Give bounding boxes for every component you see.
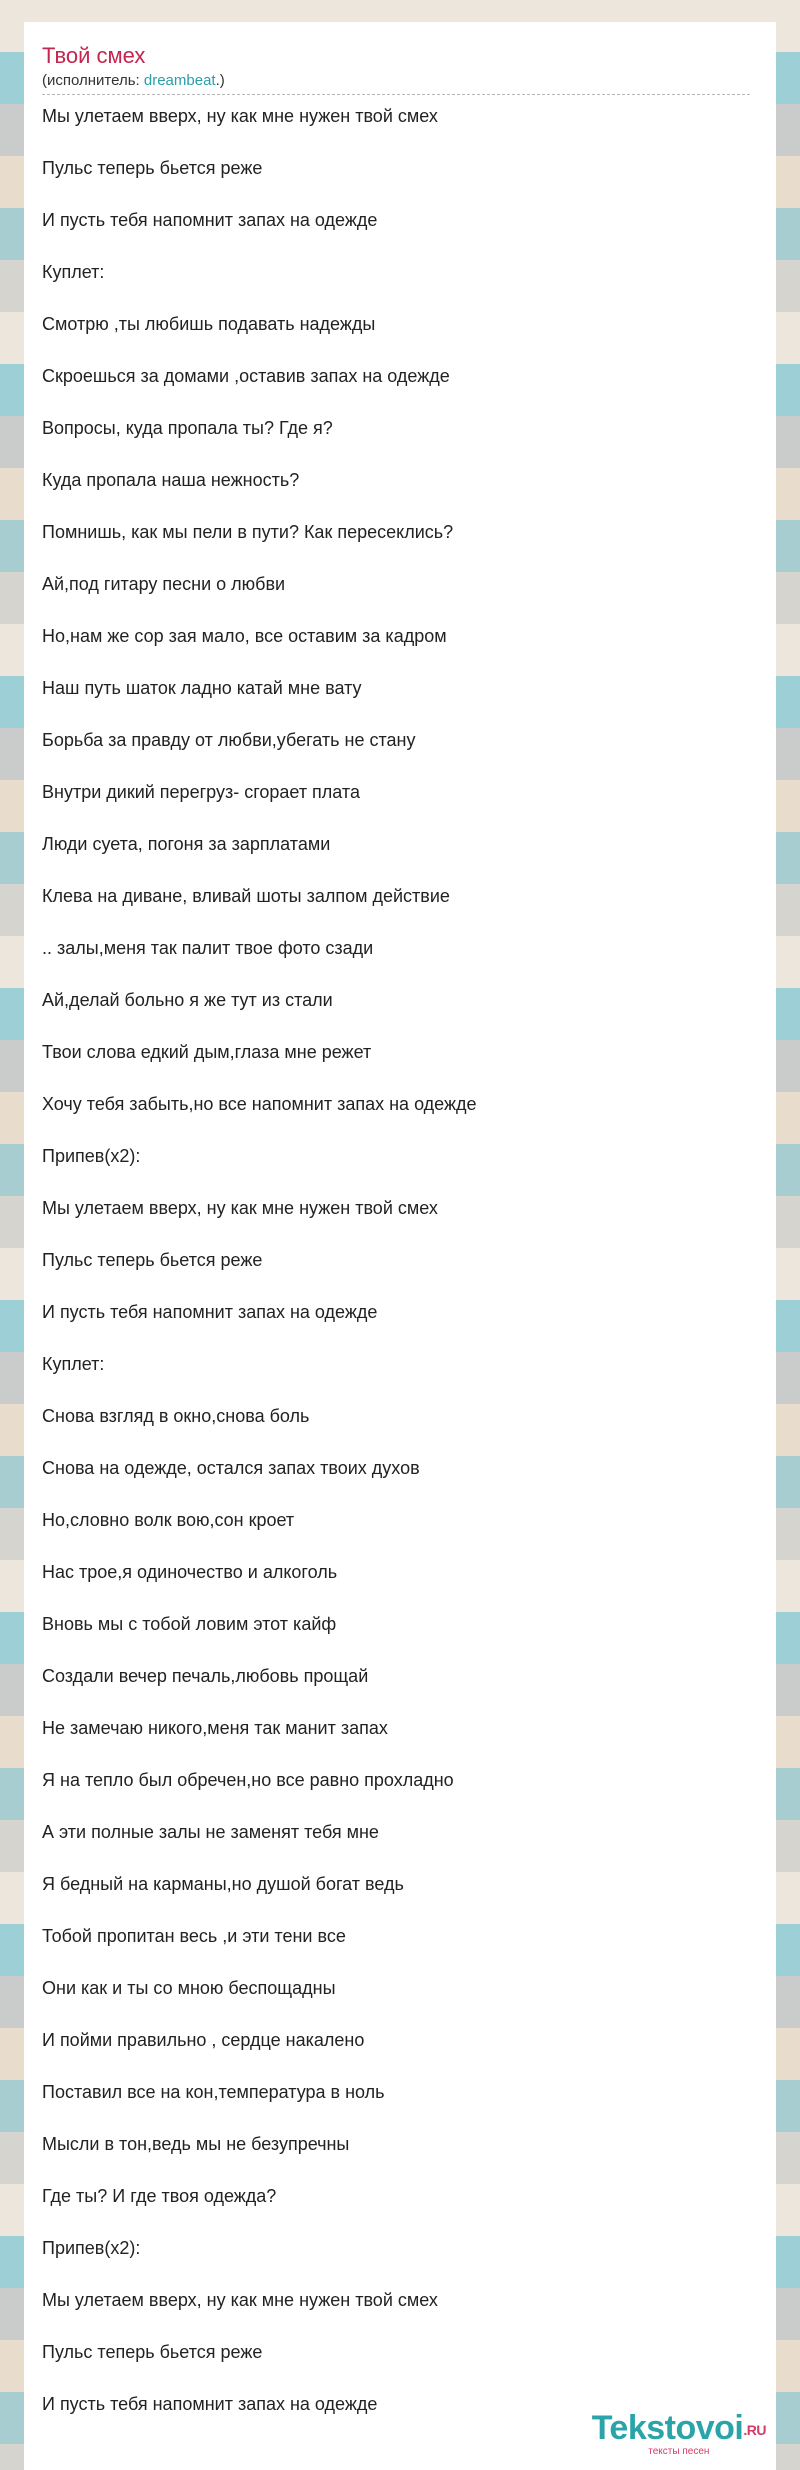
lyric-line: Пульс теперь бьется реже — [42, 2342, 263, 2362]
lyric-line: .. залы,меня так палит твое фото сзади — [42, 938, 374, 958]
logo-wordmark — [591, 2408, 766, 2447]
lyrics-page — [24, 22, 776, 2470]
lyric-line: И пусть тебя напомнит запах на одежде — [42, 210, 378, 230]
lyric-line: Куплет: — [42, 1354, 105, 1374]
lyric-line: И пойми правильно , сердце накалено — [42, 2030, 365, 2050]
lyric-line: Но,словно волк вою,сон кроет — [42, 1510, 295, 1530]
lyric-line: Мы улетаем вверх, ну как мне нужен твой смех — [42, 106, 438, 126]
lyric-line: Куплет: — [42, 262, 105, 282]
lyric-line: Борьба за правду от любви,убегать не стану — [42, 730, 416, 750]
lyric-line: Твои слова едкий дым,глаза мне режет — [42, 1042, 372, 1062]
lyric-line: Не замечаю никого,меня так манит запах — [42, 1718, 388, 1738]
site-logo[interactable] — [591, 2408, 766, 2458]
lyric-line: Скроешься за домами ,оставив запах на одежде — [42, 366, 450, 386]
lyric-line: Снова взгляд в окно,снова боль — [42, 1406, 310, 1426]
lyric-line: Люди суета, погоня за зарплатами — [42, 834, 331, 854]
logo-tagline: тексты песен — [648, 2446, 710, 2457]
lyric-line: Вновь мы с тобой ловим этот кайф — [42, 1614, 337, 1634]
lyric-line: Но,нам же сор зая мало, все оставим за кадром — [42, 626, 447, 646]
lyric-line: Смотрю ,ты любишь подавать надежды — [42, 314, 376, 334]
lyric-line: И пусть тебя напомнит запах на одежде — [42, 2394, 378, 2414]
lyric-line: Я на тепло был обречен,но все равно прохладно — [42, 1770, 454, 1790]
artist-line — [42, 72, 750, 95]
lyric-line: Хочу тебя забыть,но все напомнит запах на одежде — [42, 1094, 477, 1114]
lyric-line: Наш путь шаток ладно катай мне вату — [42, 678, 362, 698]
artist-link[interactable]: dreambeat — [143, 72, 216, 89]
lyric-line: Помнишь, как мы пели в пути? Как пересеклись? — [42, 522, 454, 542]
logo-suffix: .RU — [743, 2422, 766, 2438]
lyrics-body — [42, 105, 750, 2415]
lyric-line: Ай,под гитару песни о любви — [42, 574, 286, 594]
lyric-line: Внутри дикий перегруз- сгорает плата — [42, 782, 360, 802]
lyric-line: Куда пропала наша нежность? — [42, 470, 300, 490]
lyric-line: Создали вечер печаль,любовь прощай — [42, 1666, 369, 1686]
lyric-line: Нас трое,я одиночество и алкоголь — [42, 1562, 338, 1582]
artist-suffix: .) — [215, 72, 225, 89]
lyric-line: Тобой пропитан весь ,и эти тени все — [42, 1926, 346, 1946]
lyric-line: Пульс теперь бьется реже — [42, 1250, 263, 1270]
lyric-line: Ай,делай больно я же тут из стали — [42, 990, 333, 1010]
lyric-line: Мы улетаем вверх, ну как мне нужен твой смех — [42, 1198, 438, 1218]
logo-main-text: Tekstovoi — [591, 2408, 744, 2447]
lyric-line: Мы улетаем вверх, ну как мне нужен твой смех — [42, 2290, 438, 2310]
song-title: Твой смех — [42, 43, 146, 68]
lyric-line: Я бедный на карманы,но душой богат ведь — [42, 1874, 404, 1894]
lyric-line: Мысли в тон,ведь мы не безупречны — [42, 2134, 350, 2154]
lyric-line: А эти полные залы не заменят тебя мне — [42, 1822, 379, 1842]
lyric-line: Снова на одежде, остался запах твоих духов — [42, 1458, 420, 1478]
lyric-line: Пульс теперь бьется реже — [42, 158, 263, 178]
lyric-line: Припев(x2): — [42, 2238, 141, 2258]
lyric-line: Поставил все на кон,температура в ноль — [42, 2082, 385, 2102]
lyric-line: Где ты? И где твоя одежда? — [42, 2186, 277, 2206]
lyric-line: Они как и ты со мною беспощадны — [42, 1978, 336, 1998]
lyric-line: Клева на диване, вливай шоты залпом действие — [42, 886, 450, 906]
lyric-line: Припев(x2): — [42, 1146, 141, 1166]
artist-prefix: (исполнитель: — [42, 72, 144, 89]
lyric-line: Вопросы, куда пропала ты? Где я? — [42, 418, 333, 438]
lyric-line: И пусть тебя напомнит запах на одежде — [42, 1302, 378, 1322]
